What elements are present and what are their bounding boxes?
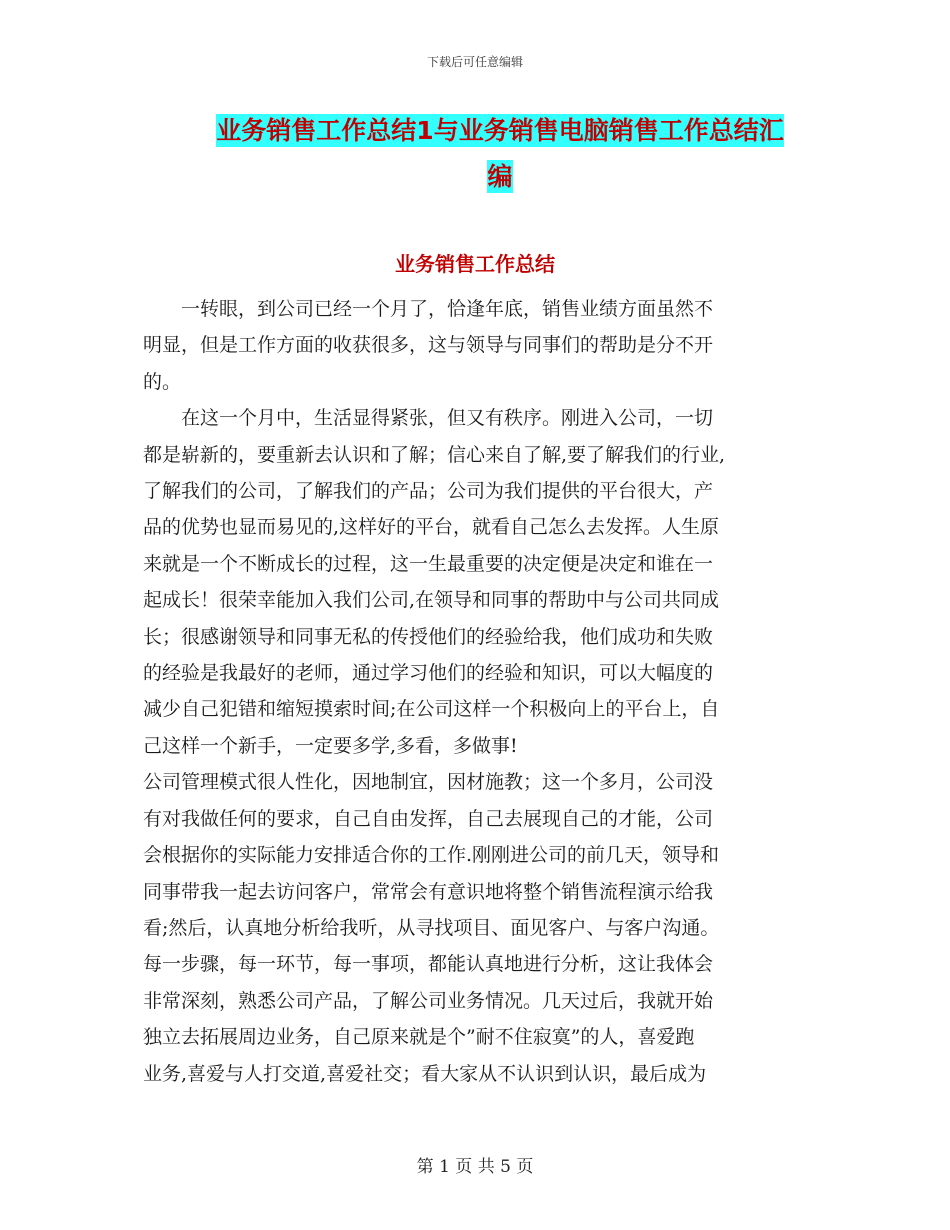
text-line: 公司管理模式很人性化，因地制宜，因材施教；这一个多月，公司没 xyxy=(143,771,714,794)
text-line: 来就是一个不断成长的过程，这一生最重要的决定便是决定和谁在一 xyxy=(143,552,714,575)
text-line: 每一步骤，每一环节，每一事项，都能认真地进行分析，这让我体会 xyxy=(143,953,714,976)
text-line: 非常深刻，熟悉公司产品，了解公司业务情况。几天过后，我就开始 xyxy=(143,989,714,1012)
text-line: 的。 xyxy=(143,370,182,393)
text-line: 会根据你的实际能力安排适合你的工作.刚刚进公司的前几天，领导和 xyxy=(143,844,720,867)
text-line: 有对我做任何的要求，自己自由发挥，自己去展现自己的才能，公司 xyxy=(143,807,714,830)
text-line: 一转眼，到公司已经一个月了，恰逢年底，销售业绩方面虽然不 xyxy=(143,298,714,320)
section-title: 业务销售工作总结 xyxy=(395,252,555,276)
text-line: 己这样一个新手，一定要多学,多看，多做事! xyxy=(143,734,518,757)
text-line: 都是崭新的，要重新去认识和了解；信心来自了解,要了解我们的行业, xyxy=(143,443,726,466)
text-line: 的经验是我最好的老师，通过学习他们的经验和知识，可以大幅度的 xyxy=(143,662,714,685)
text-line: 看;然后，认真地分析给我听，从寻找项目、面见客户、与客户沟通。 xyxy=(143,916,720,939)
text-line: 减少自己犯错和缩短摸索时间;在公司这样一个积极向上的平台上，自 xyxy=(143,698,720,721)
text-line: 品的优势也显而易见的,这样好的平台，就看自己怎么去发挥。人生原 xyxy=(143,516,720,539)
page-number-footer: 第 1 页 共 5 页 xyxy=(416,1157,534,1177)
text-line: 明显，但是工作方面的收获很多，这与领导与同事们的帮助是分不开 xyxy=(143,334,714,357)
text-line: 起成长！很荣幸能加入我们公司,在领导和同事的帮助中与公司共同成 xyxy=(143,589,720,612)
document-title xyxy=(180,108,820,200)
text-line: 在这一个月中，生活显得紧张，但又有秩序。刚进入公司，一切 xyxy=(143,407,714,430)
document-title-line-2: 编 xyxy=(487,162,513,191)
text-line: 独立去拓展周边业务，自己原来就是个”耐不住寂寞”的人，喜爱跑 xyxy=(143,1026,695,1049)
text-line: 业务,喜爱与人打交道,喜爱社交；看大家从不认识到认识，最后成为 xyxy=(143,1062,707,1085)
document-title-line-1: 业务销售工作总结1与业务销售电脑销售工作总结汇 xyxy=(216,116,784,145)
text-line: 了解我们的公司，了解我们的产品；公司为我们提供的平台很大，产 xyxy=(143,480,714,503)
text-line: 长；很感谢领导和同事无私的传授他们的经验给我，他们成功和失败 xyxy=(143,625,714,648)
text-line: 同事带我一起去访问客户，常常会有意识地将整个销售流程演示给我 xyxy=(143,880,714,903)
body-text xyxy=(143,291,803,1092)
header-note: 下载后可任意编辑 xyxy=(426,55,523,69)
